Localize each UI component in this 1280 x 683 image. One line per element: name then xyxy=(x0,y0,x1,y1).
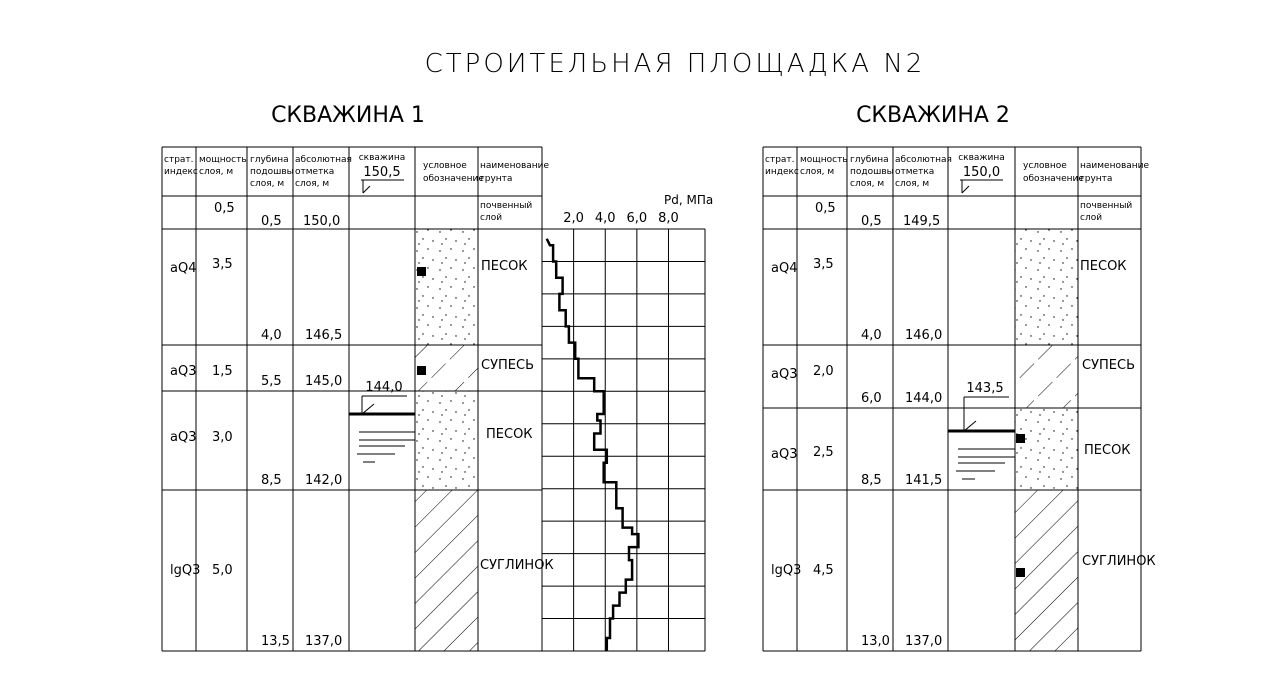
layer-depth: 4,0 xyxy=(861,328,882,343)
header-abs-elev: абсолютная xyxy=(895,155,952,165)
strat-index: aQ3 xyxy=(170,364,197,379)
topsoil-label: слой xyxy=(1080,213,1103,223)
strat-index: aQ3 xyxy=(170,430,197,445)
topsoil-depth: 0,5 xyxy=(261,214,282,229)
layer-depth: 4,0 xyxy=(261,328,282,343)
layer-abs-elev: 137,0 xyxy=(905,634,943,649)
layer-thickness: 3,5 xyxy=(212,257,233,272)
gw-arrow xyxy=(362,396,374,414)
soil-hatch xyxy=(415,229,478,345)
soil-name: СУГЛИНОК xyxy=(480,558,554,573)
header-soil-name: грунта xyxy=(480,174,513,184)
layer-abs-elev: 144,0 xyxy=(905,391,943,406)
topsoil-label: почвенный xyxy=(1080,201,1133,211)
layer-thickness: 1,5 xyxy=(212,364,233,379)
mouth-marker xyxy=(962,180,969,193)
header-depth: слоя, м xyxy=(250,179,285,189)
well-2-log xyxy=(763,103,1156,651)
x-axis-label: Pd, МПа xyxy=(664,193,714,207)
header-abs-elev: слоя, м xyxy=(295,179,330,189)
soil-hatch xyxy=(415,490,478,651)
soil-hatch xyxy=(415,391,478,490)
header-strat-index: страт. xyxy=(164,155,194,165)
sample-marker xyxy=(1016,434,1025,443)
page-title: СТРОИТЕЛЬНАЯ ПЛОЩАДКА N2 xyxy=(424,49,926,79)
header-well: скважина xyxy=(358,153,406,163)
well-1-title: СКВАЖИНА 1 xyxy=(271,103,425,128)
x-tick-label: 6,0 xyxy=(626,211,648,226)
header-abs-elev: абсолютная xyxy=(295,155,352,165)
layer-abs-elev: 146,5 xyxy=(305,328,343,343)
layer-thickness: 3,0 xyxy=(212,430,233,445)
layer-depth: 8,5 xyxy=(861,473,882,488)
header-strat-index: индекс xyxy=(765,167,799,177)
soil-name: ПЕСОК xyxy=(1084,443,1131,458)
strat-index: aQ3 xyxy=(771,367,798,382)
header-soil-name: наименование xyxy=(480,161,550,171)
well-2-title: СКВАЖИНА 2 xyxy=(856,103,1010,128)
layer-abs-elev: 137,0 xyxy=(305,634,343,649)
strat-index: aQ4 xyxy=(170,261,197,276)
layer-depth: 5,5 xyxy=(261,374,282,389)
header-soil-name: грунта xyxy=(1080,174,1113,184)
topsoil-abs-elev: 150,0 xyxy=(303,214,341,229)
topsoil-label: слой xyxy=(480,213,503,223)
well-mouth-elev: 150,5 xyxy=(363,165,401,180)
topsoil-thickness: 0,5 xyxy=(214,201,235,216)
topsoil-depth: 0,5 xyxy=(861,214,882,229)
groundwater-level: 143,5 xyxy=(966,381,1004,396)
header-abs-elev: слоя, м xyxy=(895,179,930,189)
layer-abs-elev: 145,0 xyxy=(305,374,343,389)
soil-name: ПЕСОК xyxy=(486,427,533,442)
soil-name: СУПЕСЬ xyxy=(1082,358,1135,373)
sample-marker xyxy=(417,366,426,375)
strat-index: lgQ3 xyxy=(170,563,201,578)
header-thickness: слоя, м xyxy=(199,167,234,177)
well-mouth-elev: 150,0 xyxy=(962,165,1001,180)
layer-depth: 13,0 xyxy=(861,634,890,649)
x-tick-label: 8,0 xyxy=(658,211,679,226)
header-abs-elev: отметка xyxy=(295,167,335,177)
header-soil-name: наименование xyxy=(1080,161,1150,171)
header-thickness: мощность xyxy=(800,155,848,165)
header-strat-index: индекс xyxy=(164,167,198,177)
header-symbol: условное xyxy=(1023,161,1067,171)
well-1-log xyxy=(162,103,554,651)
layer-thickness: 3,5 xyxy=(813,257,834,272)
groundwater-level: 144,0 xyxy=(365,380,403,395)
header-depth: глубина xyxy=(250,155,289,165)
x-tick-label: 2,0 xyxy=(563,211,584,226)
strat-index: aQ3 xyxy=(771,447,798,462)
header-symbol: условное xyxy=(423,161,467,171)
layer-thickness: 5,0 xyxy=(212,563,233,578)
layer-abs-elev: 141,5 xyxy=(905,473,943,488)
topsoil-abs-elev: 149,5 xyxy=(903,214,941,229)
layer-depth: 8,5 xyxy=(261,473,282,488)
gw-arrow xyxy=(964,397,976,431)
header-well: скважина xyxy=(958,153,1005,163)
pd-series-line xyxy=(547,239,639,651)
header-thickness: мощность xyxy=(199,155,247,165)
header-strat-index: страт. xyxy=(765,155,795,165)
sample-marker xyxy=(417,267,426,276)
strat-index: aQ4 xyxy=(771,261,798,276)
topsoil-label: почвенный xyxy=(480,201,533,211)
header-depth: слоя, м xyxy=(850,179,885,189)
topsoil-thickness: 0,5 xyxy=(815,201,836,216)
layer-depth: 6,0 xyxy=(861,391,882,406)
mouth-marker xyxy=(363,180,370,193)
strat-index: lgQ3 xyxy=(771,563,802,578)
header-depth: подошвы xyxy=(850,167,894,177)
soil-hatch xyxy=(1015,408,1078,490)
layer-depth: 13,5 xyxy=(261,634,290,649)
pd-chart xyxy=(542,193,713,651)
header-symbol: обозначение xyxy=(1023,174,1084,184)
layer-thickness: 4,5 xyxy=(813,563,834,578)
soil-hatch xyxy=(1015,229,1078,345)
layer-thickness: 2,5 xyxy=(813,445,834,460)
soil-name: СУПЕСЬ xyxy=(481,358,534,373)
soil-hatch xyxy=(1015,345,1078,408)
soil-name: ПЕСОК xyxy=(1080,259,1127,274)
header-thickness: слоя, м xyxy=(800,167,835,177)
header-symbol: обозначение xyxy=(423,174,484,184)
sample-marker xyxy=(1016,568,1025,577)
layer-abs-elev: 146,0 xyxy=(905,328,943,343)
x-tick-label: 4,0 xyxy=(594,211,616,226)
layer-abs-elev: 142,0 xyxy=(305,473,343,488)
layer-thickness: 2,0 xyxy=(813,364,834,379)
header-abs-elev: отметка xyxy=(895,167,935,177)
header-depth: подошвы xyxy=(250,167,294,177)
soil-name: СУГЛИНОК xyxy=(1082,554,1156,569)
header-depth: глубина xyxy=(850,155,889,165)
soil-name: ПЕСОК xyxy=(481,259,528,274)
